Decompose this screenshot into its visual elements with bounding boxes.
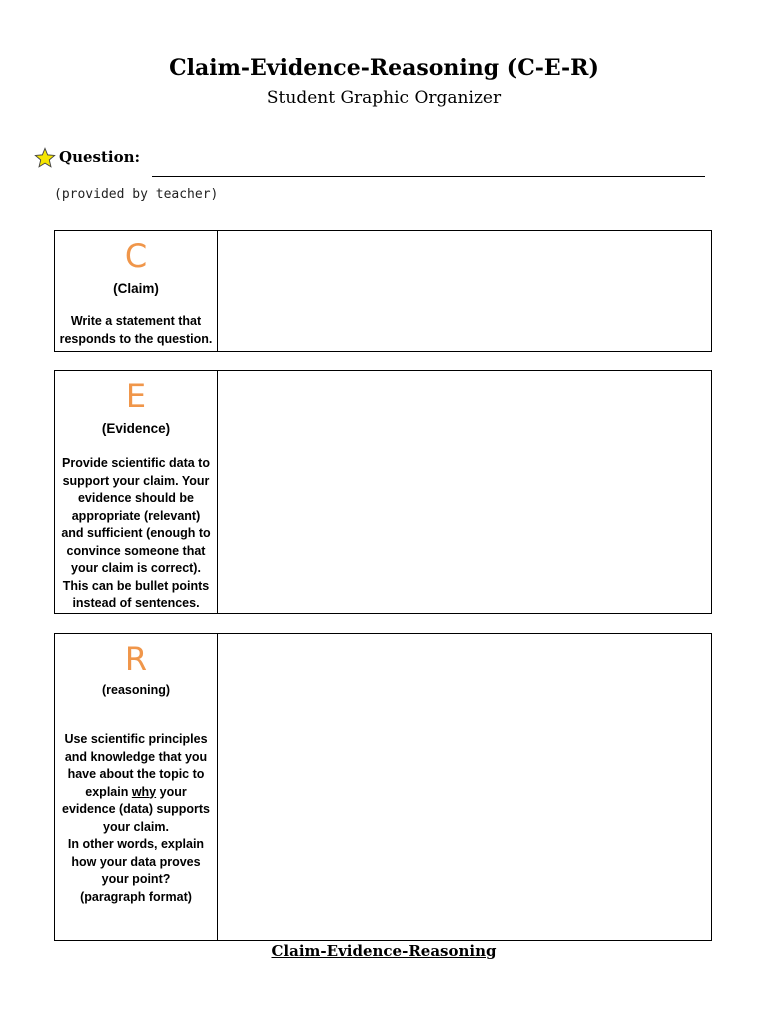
instruction-line: appropriate (relevant) [71,508,201,523]
instruction-line: and knowledge that you [64,749,208,764]
question-answer-line[interactable] [152,176,705,177]
instruction-text: your [156,784,187,799]
claim-row [54,230,712,352]
instruction-line: (paragraph format) [80,889,192,904]
claim-label: (Claim) [113,281,159,296]
claim-instructions [59,313,213,348]
reasoning-row [54,633,712,941]
instruction-text: explain [85,784,132,799]
question-label: Question: [59,148,141,166]
reasoning-instructions [59,731,213,906]
instruction-line: Use scientific principles [64,732,208,746]
instruction-line: have about the topic to [67,767,205,781]
reasoning-label: (reasoning) [101,683,171,697]
reasoning-answer-box[interactable] [218,634,711,940]
instruction-line: your claim is correct). [71,561,201,575]
instruction-line: This can be bullet points [62,578,210,593]
page-title: Claim-Evidence-Reasoning (C-E-R) [169,55,599,81]
evidence-letter: E [125,377,147,415]
evidence-prompt-cell [55,371,218,613]
instruction-line: evidence should be [77,491,194,505]
instruction-line: your point? [101,872,171,886]
instruction-line: Provide scientific data to [62,456,210,470]
evidence-instructions [59,455,213,613]
instruction-line: responds to the question. [59,331,213,346]
reasoning-letter: R [124,640,148,678]
star-icon [34,147,56,169]
claim-letter: C [124,237,148,275]
claim-answer-box[interactable] [218,231,711,351]
instruction-line: how your data proves [71,854,201,869]
instruction-line: support your claim. Your [62,473,210,488]
claim-prompt-cell [55,231,218,351]
footer-heading: Claim-Evidence-Reasoning [271,942,497,960]
reasoning-prompt-cell [55,634,218,940]
instruction-line: In other words, explain [67,837,205,851]
instruction-line: Write a statement that [70,314,202,328]
page-subtitle: Student Graphic Organizer [266,88,502,108]
instruction-line: and sufficient (enough to [61,526,211,540]
question-note: (provided by teacher) [54,187,219,202]
instruction-line: convince someone that [66,543,206,558]
instruction-line: your claim. [103,819,169,834]
instruction-line [59,784,213,802]
evidence-answer-box[interactable] [218,371,711,613]
emphasis-why: why [131,784,157,799]
evidence-row [54,370,712,614]
evidence-label: (Evidence) [101,421,171,436]
instruction-line: evidence (data) supports [62,802,210,816]
instruction-line: instead of sentences. [72,596,200,610]
